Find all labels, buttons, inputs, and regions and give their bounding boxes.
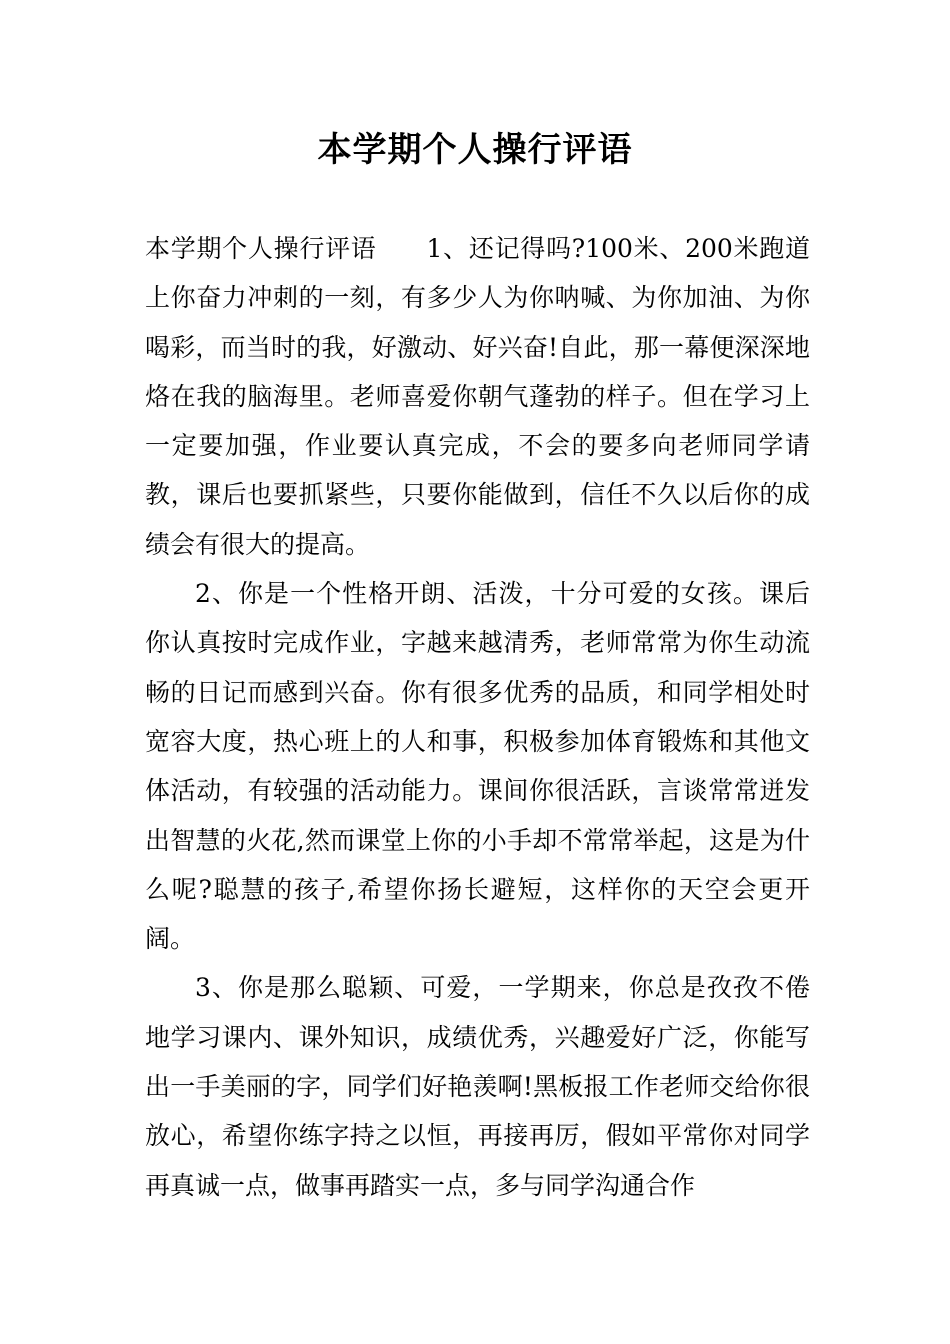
document-title: 本学期个人操行评语 [317, 130, 633, 170]
paragraph-1-heading: 本学期个人操行评语 [145, 234, 377, 263]
document-body [145, 224, 810, 1210]
paragraph-3: 3、你是那么聪颖、可爱，一学期来，你总是孜孜不倦地学习课内、课外知识，成绩优秀，兴趣爱好广泛，你能写出一手美丽的字，同学们好艳羡啊!黑板报工作老师交给你很放心，希望你练字持之以恒，再接再厉，假如平常你对同学再真诚一点，做事再踏实一点，多与同学沟通合作 [145, 973, 810, 1200]
paragraph-1 [145, 224, 810, 569]
paragraph-2: 2、你是一个性格开朗、活泼，十分可爱的女孩。课后你认真按时完成作业，字越来越清秀，老师常常为你生动流畅的日记而感到兴奋。你有很多优秀的品质，和同学相处时宽容大度，热心班上的人和事，积极参加体育锻炼和其他文体活动，有较强的活动能力。课间你很活跃，言谈常常迸发出智慧的火花,然而课堂上你的小手却不常常举起，这是为什么呢?聪慧的孩子,希望你扬长避短，这样你的天空会更开阔。 [145, 579, 810, 954]
paragraph-1-text: 1、还记得吗?100米、200米跑道上你奋力冲刺的一刻，有多少人为你呐喊、为你加油、为你喝彩，而当时的我，好激动、好兴奋!自此，那一幕便深深地烙在我的脑海里。老师喜爱你朝气蓬勃的样子。但在学习上一定要加强，作业要认真完成，不会的要多向老师同学请教，课后也要抓紧些，只要你能做到，信任不久以后你的成绩会有很大的提高。 [145, 234, 810, 559]
